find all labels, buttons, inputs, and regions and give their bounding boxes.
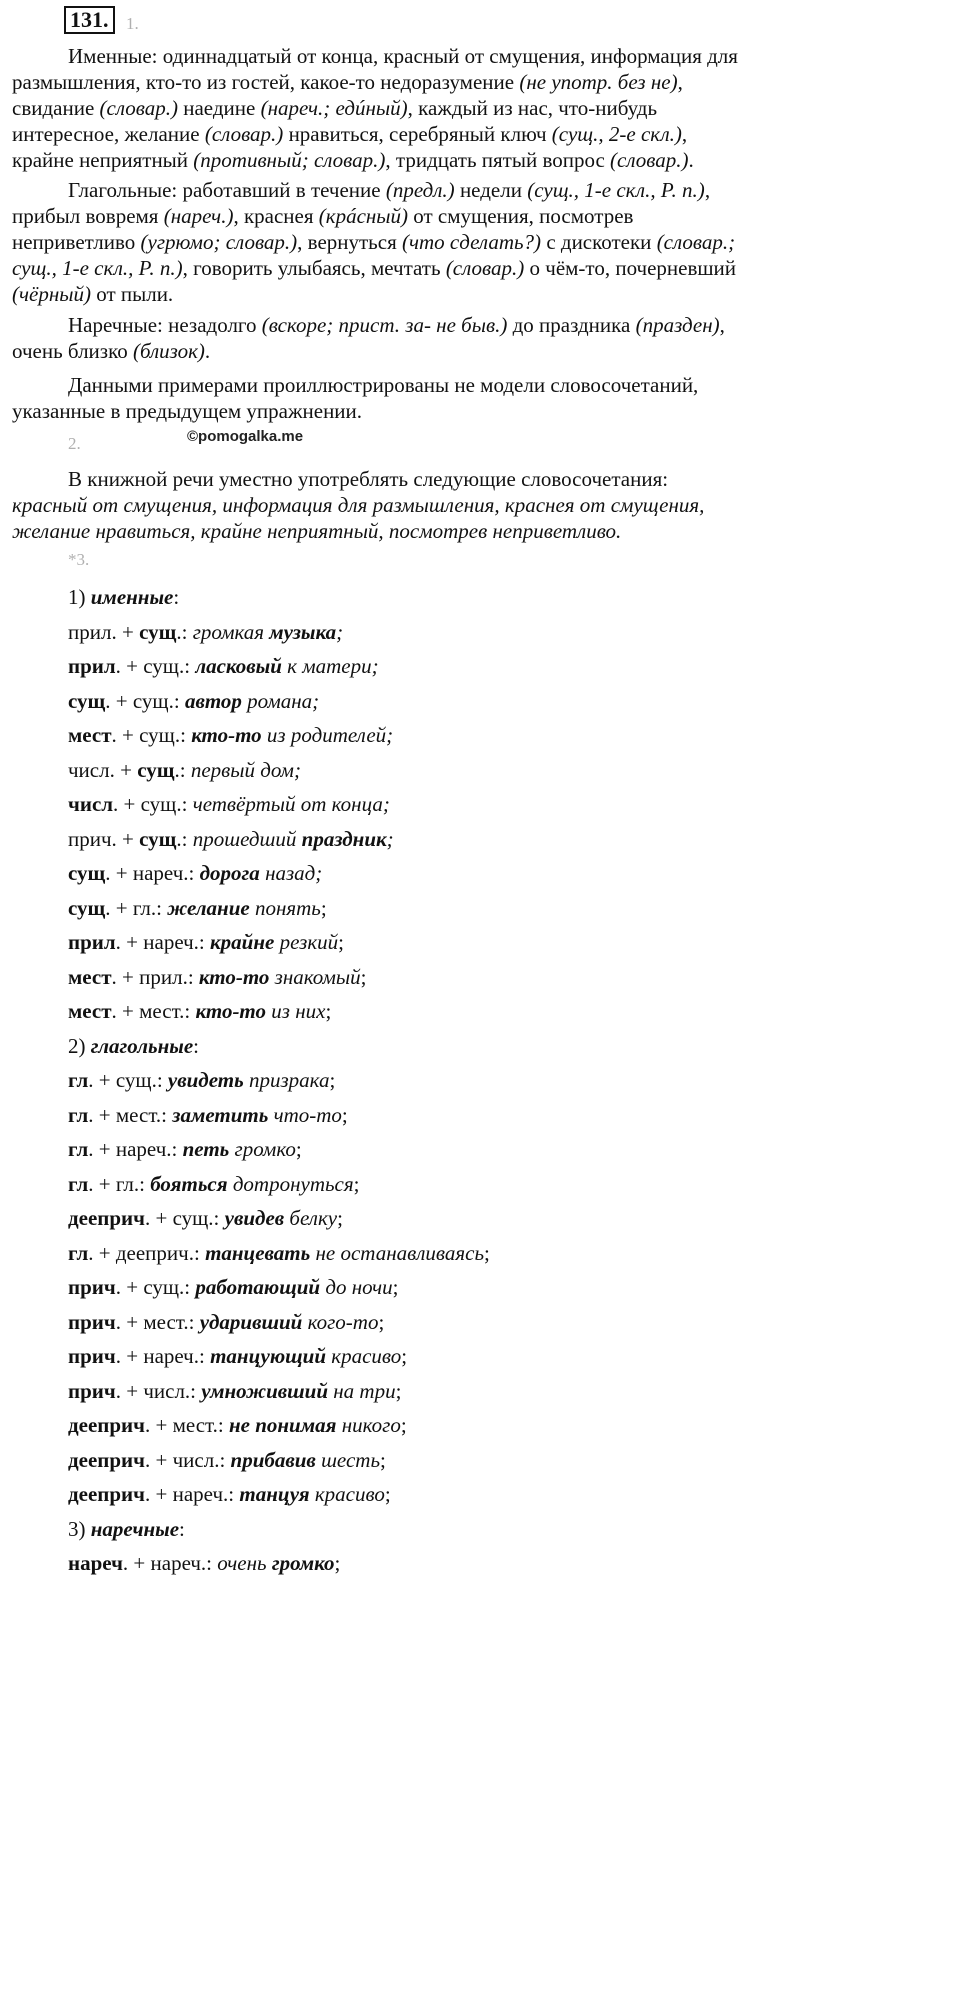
- phrase-item: [68, 1309, 384, 1335]
- phrase-item-segment: до ночи: [320, 1275, 393, 1299]
- phrase-item-segment: ласковый: [195, 654, 282, 678]
- phrase-item-segment: увидев: [224, 1206, 285, 1230]
- group-colon: :: [179, 1516, 185, 1541]
- phrase-item-segment: громкая: [192, 619, 270, 644]
- phrase-item-segment: ;: [401, 1344, 408, 1368]
- phrase-item-segment: прошедший: [192, 826, 302, 851]
- paragraph-adverbial: [12, 312, 740, 364]
- group-heading: [68, 1516, 185, 1542]
- phrase-item-segment: сущ: [68, 688, 106, 713]
- phrase-item-segment: сущ: [137, 757, 175, 782]
- group-name: глагольные: [90, 1033, 194, 1058]
- paragraph-adverbial-segment: , очень близко: [12, 313, 725, 363]
- bookish-intro: В книжной речи уместно употреблять следующие словосочетания:: [68, 467, 669, 491]
- phrase-item-segment: . + числ.:: [115, 1378, 202, 1403]
- paragraph-nominal-segment: (сущ., 2-е скл.): [551, 122, 682, 146]
- phrase-item-segment: . + нареч.:: [115, 930, 211, 954]
- phrase-item: [68, 722, 393, 748]
- phrase-item-segment: . + нареч.:: [145, 1482, 240, 1506]
- phrase-item: [68, 1136, 302, 1162]
- phrase-item-segment: призрака: [243, 1068, 330, 1092]
- paragraph-verbal-segment: (словар.): [445, 256, 525, 280]
- phrase-item-segment: гл: [68, 1102, 89, 1127]
- paragraph-nominal-segment: .: [688, 148, 694, 172]
- paragraph-verbal: [12, 177, 740, 307]
- paragraph-adverbial-segment: .: [204, 339, 211, 363]
- phrase-item-segment: ;: [395, 1378, 402, 1403]
- phrase-item-segment: прич: [68, 1275, 116, 1299]
- paragraph-nominal-segment: , каждый из нас, что-нибудь интересное, желание: [12, 96, 658, 146]
- paragraph-adverbial-segment: до праздника: [507, 313, 636, 337]
- phrase-item-segment: прич: [68, 1309, 116, 1334]
- phrase-item-segment: . + числ.:: [145, 1447, 231, 1472]
- paragraph-verbal-segment: (словар.; сущ., 1-е скл., Р. п.): [12, 230, 736, 280]
- phrase-item-segment: работающий: [195, 1275, 321, 1299]
- phrase-item: [68, 895, 327, 921]
- phrase-item-segment: . + мест.:: [115, 1309, 200, 1334]
- phrase-item-segment: . + гл.:: [105, 895, 168, 920]
- phrase-item-segment: . + сущ.:: [113, 792, 193, 816]
- phrase-item: [68, 1550, 340, 1576]
- phrase-item-segment: . + сущ.:: [115, 1275, 196, 1299]
- phrase-item: [68, 1412, 407, 1438]
- phrase-item-segment: . + нареч.:: [105, 861, 200, 885]
- phrase-item-segment: красиво: [326, 1344, 402, 1368]
- phrase-item-segment: дееприч: [68, 1206, 145, 1230]
- section-1-label: 1.: [126, 14, 139, 33]
- phrase-item-segment: ;: [392, 1275, 399, 1299]
- phrase-item: [68, 826, 394, 852]
- phrase-item-segment: . + сущ.:: [105, 688, 185, 713]
- phrase-item-segment: автор: [184, 688, 242, 713]
- paragraph-verbal-segment: от смущения, посмотрев неприветливо: [12, 204, 634, 254]
- phrase-item-segment: .:: [176, 619, 193, 644]
- phrase-item: [68, 653, 379, 679]
- phrase-item-segment: желание: [167, 895, 250, 920]
- phrase-item-segment: сущ: [139, 619, 177, 644]
- phrase-item-segment: громко: [271, 1551, 335, 1575]
- phrase-item-segment: прич. +: [68, 826, 140, 851]
- phrase-item-segment: . + гл.:: [88, 1171, 151, 1196]
- phrase-item-segment: дееприч: [68, 1482, 145, 1506]
- phrase-item-segment: ;: [384, 1482, 391, 1506]
- bookish-list: красный от смущения, информация для размышления, краснея от смущения, желание нравиться, крайне неприятный, посмотрев неприветливо.: [12, 493, 705, 543]
- section-2-label: 2.: [68, 434, 81, 453]
- group-colon: :: [173, 585, 180, 609]
- phrase-item: [68, 1067, 335, 1093]
- phrase-item-segment: на три: [328, 1378, 396, 1403]
- phrase-item: [68, 1240, 490, 1266]
- phrase-item-segment: сущ: [68, 861, 106, 885]
- phrase-item-segment: кто-то: [198, 964, 270, 989]
- phrase-item-segment: гл: [68, 1171, 89, 1196]
- phrase-item-segment: . + сущ.:: [88, 1068, 168, 1092]
- paragraph-nominal-segment: , свидание: [12, 70, 683, 120]
- phrase-item-segment: мест: [68, 999, 112, 1023]
- group-number: 2): [68, 1033, 91, 1058]
- phrase-item: [68, 1378, 401, 1404]
- paragraph-adverbial-segment: Наречные: незадолго: [68, 313, 262, 337]
- phrase-item-segment: ;: [378, 1309, 385, 1334]
- paragraph-nominal-segment: наедине: [177, 96, 261, 120]
- phrase-item: [68, 791, 390, 817]
- phrase-item-segment: умноживший: [201, 1378, 328, 1403]
- phrase-item-segment: бояться: [150, 1171, 228, 1196]
- phrase-item-segment: ;: [325, 999, 332, 1023]
- phrase-item-segment: первый дом;: [190, 757, 301, 782]
- phrase-item-segment: из родителей;: [261, 723, 394, 747]
- paragraph-nominal-segment: (нареч.; едúный): [260, 96, 408, 120]
- paragraph-nominal-segment: Именные: одиннадцатый от конца, красный от смущения, информация для размышления, кто-то из гостей, какое-то недоразумение: [12, 44, 738, 94]
- paragraph-verbal-segment: о чём-то, почерневший: [524, 256, 737, 280]
- phrase-item-segment: назад;: [259, 861, 323, 885]
- phrase-item: [68, 619, 343, 645]
- phrase-item-segment: дееприч: [68, 1413, 145, 1437]
- paragraph-verbal-segment: (крáсный): [318, 204, 409, 228]
- phrase-item: [68, 1102, 348, 1128]
- phrase-item-segment: ;: [337, 1206, 343, 1230]
- phrase-item-segment: ;: [334, 1551, 341, 1575]
- phrase-item-segment: . + нареч.:: [88, 1137, 183, 1161]
- paragraph-nominal-segment: (словар.): [99, 96, 178, 120]
- phrase-item-segment: ударивший: [199, 1309, 303, 1334]
- phrase-item-segment: ;: [353, 1171, 360, 1196]
- phrase-item-segment: прибавив: [230, 1447, 316, 1472]
- phrase-item-segment: . + сущ.:: [145, 1206, 225, 1230]
- phrase-item-segment: . + дееприч.:: [88, 1240, 206, 1265]
- group-name: именные: [90, 585, 174, 609]
- phrase-item-segment: . + сущ.:: [111, 723, 192, 747]
- phrase-item-segment: танцевать: [205, 1240, 311, 1265]
- phrase-item-segment: ;: [400, 1413, 407, 1437]
- phrase-item-segment: гл: [68, 1240, 89, 1265]
- paragraph-verbal-segment: (чёрный): [12, 282, 91, 306]
- phrase-item-segment: мест: [68, 723, 112, 747]
- phrase-item: [68, 1343, 407, 1369]
- phrase-item-segment: . + нареч.:: [115, 1344, 211, 1368]
- phrase-item-segment: четвёртый от конца;: [192, 792, 390, 816]
- phrase-item-segment: белку: [284, 1206, 338, 1230]
- phrase-item-segment: кто-то: [191, 723, 262, 747]
- phrase-item-segment: не понимая: [228, 1413, 337, 1437]
- paragraph-verbal-segment: (что сделать?): [402, 230, 542, 254]
- phrase-item-segment: гл: [68, 1137, 89, 1161]
- phrase-item-segment: очень: [217, 1551, 272, 1575]
- phrase-item-segment: романа;: [241, 688, 320, 713]
- group-name: наречные: [90, 1516, 180, 1541]
- group-heading: [68, 1033, 199, 1059]
- phrase-item-segment: заметить: [172, 1102, 269, 1127]
- section-3-label: *3.: [68, 550, 90, 569]
- paragraph-nominal-segment: , тридцать пятый вопрос: [385, 148, 611, 172]
- phrase-item-segment: знакомый: [269, 964, 361, 989]
- phrase-item-segment: танцующий: [210, 1344, 327, 1368]
- watermark: ©pomogalka.me: [187, 428, 304, 445]
- phrase-item-segment: дотронуться: [227, 1171, 354, 1196]
- phrase-item: [68, 757, 301, 783]
- phrase-item: [68, 964, 366, 990]
- phrase-item: [68, 1205, 343, 1231]
- phrase-item-segment: сущ: [68, 895, 106, 920]
- phrase-item-segment: прич: [68, 1344, 116, 1368]
- paragraph-verbal-segment: , говорить улыбаясь, мечтать: [182, 256, 446, 280]
- paragraph-nominal-segment: (противный; словар.): [193, 148, 386, 172]
- phrase-item-segment: . + мест.:: [111, 999, 196, 1023]
- phrase-item-segment: кто-то: [195, 999, 266, 1023]
- paragraph-nominal-segment: (словар.): [610, 148, 689, 172]
- phrase-item-segment: . + сущ.:: [115, 654, 196, 678]
- phrase-item: [68, 1447, 386, 1473]
- phrase-item-segment: числ: [68, 792, 114, 816]
- phrase-item-segment: числ. +: [68, 757, 138, 782]
- phrase-item-segment: . + нареч.:: [122, 1551, 218, 1575]
- paragraph-verbal-segment: от пыли.: [90, 282, 174, 306]
- phrase-item-segment: ;: [295, 1137, 302, 1161]
- phrase-item-segment: не останавливаясь: [310, 1240, 485, 1265]
- phrase-item-segment: . + мест.:: [145, 1413, 229, 1437]
- phrase-item-segment: .:: [174, 757, 191, 782]
- paragraph-verbal-segment: недели: [454, 178, 528, 202]
- phrase-item: [68, 1481, 391, 1507]
- paragraph-nominal: [12, 43, 740, 173]
- phrase-item-segment: прил: [68, 930, 116, 954]
- phrase-item-segment: из них: [266, 999, 326, 1023]
- paragraph-bookish: [12, 466, 740, 544]
- phrase-item-segment: красиво: [309, 1482, 385, 1506]
- group-heading: [68, 584, 179, 610]
- phrase-item-segment: ;: [380, 1447, 386, 1472]
- paragraph-adverbial-segment: (близок): [132, 339, 205, 363]
- paragraph-verbal-segment: , краснея: [233, 204, 319, 228]
- phrase-item-segment: нареч: [68, 1551, 123, 1575]
- phrase-item-segment: праздник: [301, 826, 387, 851]
- phrase-item-segment: прил: [68, 654, 116, 678]
- phrase-item-segment: громко: [229, 1137, 296, 1161]
- phrase-item-segment: гл: [68, 1068, 89, 1092]
- paragraph-nominal-segment: , крайне неприятный: [12, 122, 688, 172]
- group-number: 1): [68, 585, 91, 609]
- paragraph-verbal-segment: Глагольные: работавший в течение: [68, 178, 386, 202]
- phrase-item: [68, 1171, 360, 1197]
- phrase-item-segment: прил. +: [68, 619, 140, 644]
- phrase-item-segment: ;: [484, 1240, 490, 1265]
- phrase-item-segment: к матери;: [281, 654, 379, 678]
- phrase-item-segment: .:: [176, 826, 193, 851]
- phrase-item-segment: ;: [386, 826, 394, 851]
- phrase-item-segment: резкий: [274, 930, 339, 954]
- exercise-number: 131.: [64, 6, 115, 34]
- phrase-item: [68, 860, 322, 886]
- phrase-item: [68, 998, 331, 1024]
- phrase-item-segment: . + прил.:: [111, 964, 199, 989]
- paragraph-verbal-segment: , вернуться: [297, 230, 402, 254]
- paragraph-adverbial-segment: (вскоре; прист. за- не быв.): [261, 313, 508, 337]
- paragraph-verbal-segment: с дискотеки: [541, 230, 657, 254]
- phrase-item-segment: ;: [329, 1068, 336, 1092]
- group-number: 3): [68, 1516, 91, 1541]
- phrase-item-segment: сущ: [139, 826, 177, 851]
- phrase-item-segment: никого: [336, 1413, 401, 1437]
- phrase-item-segment: увидеть: [167, 1068, 244, 1092]
- phrase-item-segment: понять: [249, 895, 321, 920]
- paragraph-verbal-segment: , прибыл вовремя: [12, 178, 711, 228]
- phrase-item-segment: ;: [338, 930, 344, 954]
- phrase-item-segment: ;: [360, 964, 367, 989]
- paragraph-adverbial-segment: (празден): [635, 313, 720, 337]
- phrase-item-segment: шесть: [315, 1447, 381, 1472]
- paragraph-nominal-segment: (словар.): [204, 122, 284, 146]
- phrase-item-segment: ;: [320, 895, 327, 920]
- phrase-item: [68, 1274, 398, 1300]
- phrase-item-segment: прич: [68, 1378, 116, 1403]
- paragraph-verbal-segment: (угрюмо; словар.): [140, 230, 298, 254]
- phrase-item-segment: что-то: [268, 1102, 342, 1127]
- phrase-item-segment: крайне: [210, 930, 275, 954]
- phrase-item-segment: . + мест.:: [88, 1102, 173, 1127]
- phrase-item-segment: кого-то: [302, 1309, 379, 1334]
- paragraph-verbal-segment: (предл.): [385, 178, 455, 202]
- phrase-item: [68, 929, 344, 955]
- paragraph-conclusion: Данными примерами проиллюстрированы не модели словосочетаний, указанные в предыдущем упражнении.: [12, 373, 699, 423]
- phrase-item-segment: петь: [182, 1137, 230, 1161]
- paragraph-nominal-segment: нравиться, серебряный ключ: [283, 122, 552, 146]
- paragraph-verbal-segment: (нареч.): [163, 204, 234, 228]
- phrase-item-segment: дееприч: [68, 1447, 145, 1472]
- phrase-item-segment: дорога: [199, 861, 260, 885]
- phrase-item: [68, 688, 319, 714]
- paragraph-verbal-segment: (сущ., 1-е скл., Р. п.): [527, 178, 705, 202]
- group-colon: :: [193, 1033, 199, 1058]
- phrase-item-segment: мест: [68, 964, 112, 989]
- phrase-item-segment: танцуя: [239, 1482, 310, 1506]
- paragraph-nominal-segment: (не употр. без не): [519, 70, 678, 94]
- phrase-item-segment: ;: [341, 1102, 348, 1127]
- phrase-item-segment: музыка: [269, 619, 337, 644]
- phrase-item-segment: ;: [336, 619, 344, 644]
